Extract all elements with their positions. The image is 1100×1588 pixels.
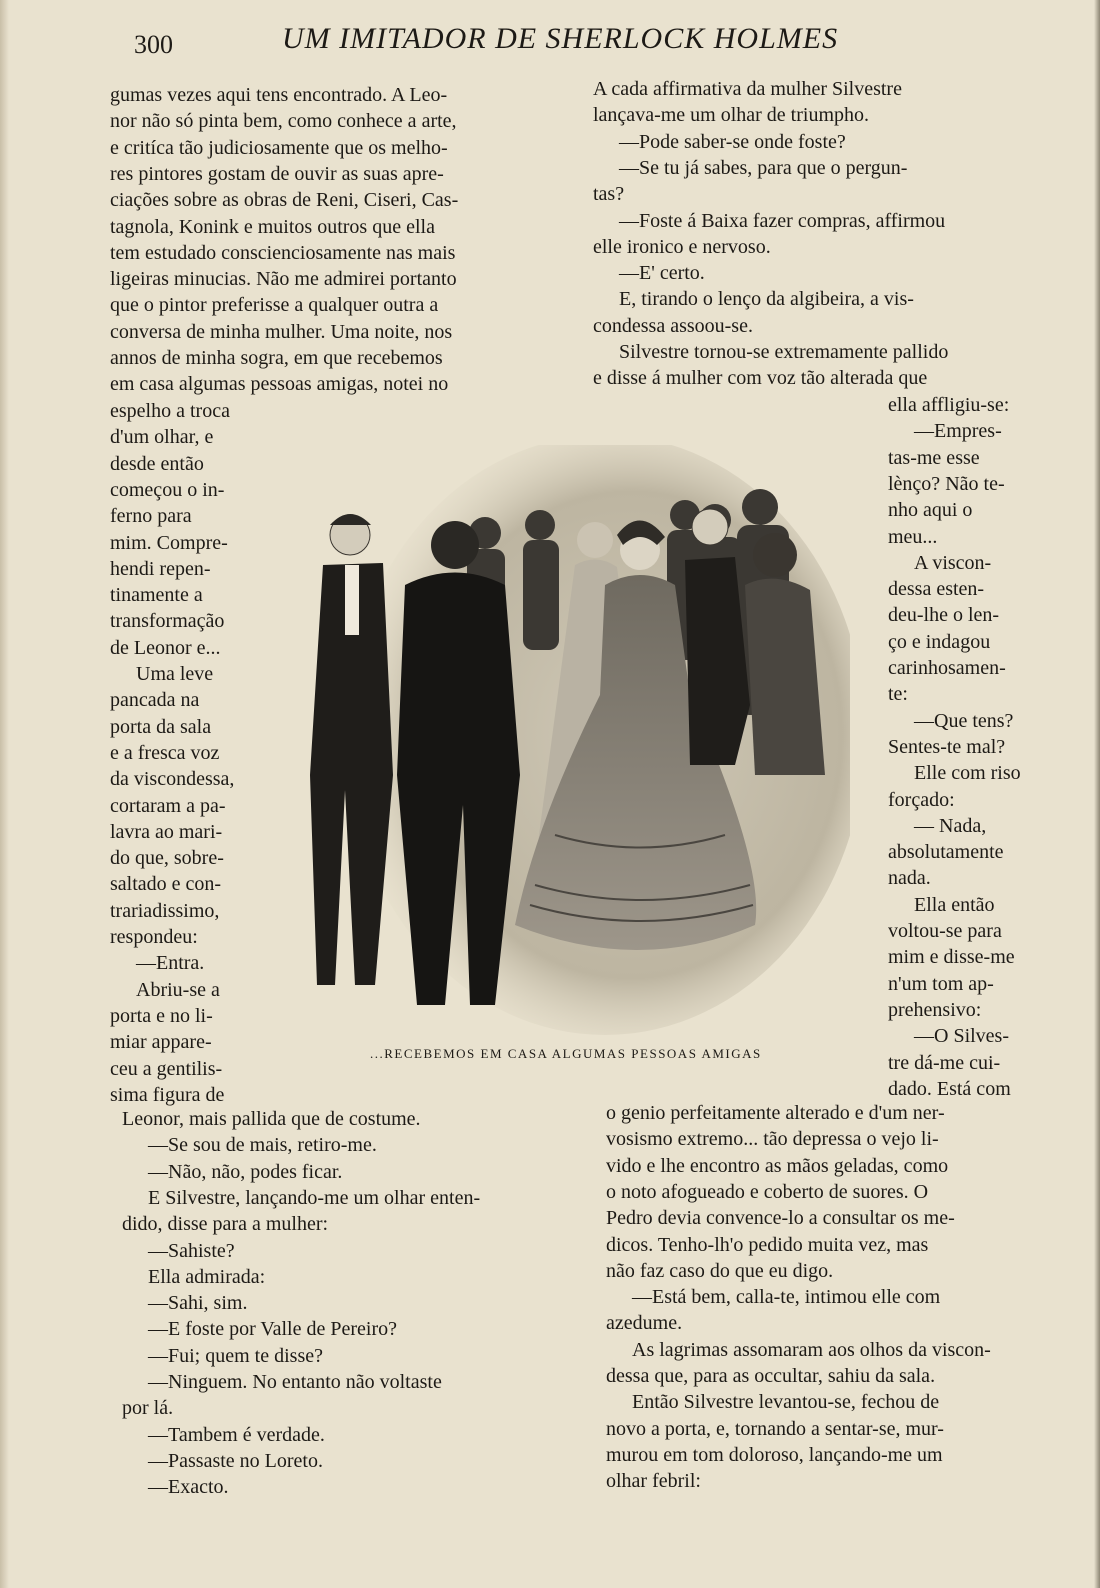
ballroom-illustration bbox=[305, 445, 850, 1035]
text-line: pancada na bbox=[110, 689, 200, 712]
text-line: nada. bbox=[888, 867, 931, 890]
text-line: ligeiras minucias. Não me admirei portanto bbox=[110, 268, 457, 291]
text-line: por lá. bbox=[122, 1397, 174, 1420]
text-line: saltado e con- bbox=[110, 873, 222, 896]
text-line: E Silvestre, lançando-me um olhar enten- bbox=[148, 1186, 481, 1209]
text-line: —Sahiste? bbox=[148, 1239, 235, 1262]
text-line: murou em tom doloroso, lançando-me um bbox=[606, 1443, 943, 1466]
text-line: sima figura de bbox=[110, 1083, 225, 1106]
text-line: voltou-se para bbox=[888, 920, 1002, 942]
text-line: Uma leve bbox=[136, 663, 214, 685]
text-line: —Ninguem. No entanto não voltaste bbox=[148, 1371, 442, 1393]
text-line: nho aqui o bbox=[888, 499, 973, 522]
text-line: —Empres- bbox=[914, 420, 1002, 443]
text-line: Elle com riso bbox=[914, 762, 1021, 785]
text-line: ço e indagou bbox=[888, 630, 991, 653]
text-line: vosismo extremo... tão depressa o vejo li- bbox=[606, 1128, 939, 1151]
text-line: Sentes-te mal? bbox=[888, 735, 1006, 758]
text-line: A viscon- bbox=[914, 551, 992, 574]
text-line: —E foste por Valle de Pereiro? bbox=[148, 1318, 397, 1341]
text-line: Pedro devia convence-lo a consultar os me- bbox=[606, 1207, 955, 1230]
text-line: —Pode saber-se onde foste? bbox=[619, 130, 846, 153]
page-edge-right bbox=[1094, 0, 1100, 1588]
text-line: Ella admirada: bbox=[148, 1265, 266, 1288]
text-line: desde então bbox=[110, 452, 204, 475]
text-line: —O Silves- bbox=[914, 1025, 1009, 1048]
text-line: meu... bbox=[888, 525, 938, 548]
text-line: gumas vezes aqui tens encontrado. A Leo- bbox=[110, 84, 448, 106]
text-line: tas-me esse bbox=[888, 446, 980, 469]
text-line: —Não, não, podes ficar. bbox=[148, 1160, 343, 1183]
text-line: —Se sou de mais, retiro-me. bbox=[148, 1134, 377, 1157]
running-title: UM IMITADOR DE SHERLOCK HOLMES bbox=[282, 22, 839, 55]
text-line: hendi repen- bbox=[110, 557, 211, 580]
text-line: dessa que, para as occultar, sahiu da sala. bbox=[606, 1365, 936, 1387]
page-edge-left bbox=[0, 0, 9, 1588]
text-line: e a fresca voz bbox=[110, 741, 220, 764]
text-line: Silvestre tornou-se extremamente pallido bbox=[619, 341, 949, 363]
text-line: —Se tu já sabes, para que o pergun- bbox=[619, 156, 908, 179]
text-line: annos de minha sogra, em que recebemos bbox=[110, 347, 443, 369]
text-line: absolutamente bbox=[888, 841, 1004, 864]
text-line: d'um olhar, e bbox=[110, 426, 214, 449]
text-line: —Está bem, calla-te, intimou elle com bbox=[632, 1286, 941, 1309]
text-line: em casa algumas pessoas amigas, notei no bbox=[110, 373, 449, 396]
text-line: lènço? Não te- bbox=[888, 472, 1005, 495]
text-line: Então Silvestre levantou-se, fechou de bbox=[632, 1391, 940, 1414]
text-line: lavra ao mari- bbox=[110, 820, 223, 843]
text-line: não faz caso do que eu digo. bbox=[606, 1259, 834, 1282]
text-line: ella affligiu-se: bbox=[888, 394, 1010, 416]
text-line: condessa assoou-se. bbox=[593, 314, 753, 337]
text-line: conversa de minha mulher. Uma noite, nos bbox=[110, 320, 453, 343]
text-line: e critíca tão judiciosamente que os melho- bbox=[110, 136, 448, 159]
text-line: transformação bbox=[110, 610, 225, 633]
text-line: começou o in- bbox=[110, 478, 225, 501]
text-line: dessa esten- bbox=[888, 578, 985, 601]
page-number: 300 bbox=[134, 30, 173, 59]
text-line: —Entra. bbox=[136, 952, 205, 975]
text-line: olhar febril: bbox=[606, 1470, 701, 1493]
text-line: da viscondessa, bbox=[110, 768, 235, 791]
text-line: — Nada, bbox=[914, 814, 987, 837]
text-line: que o pintor preferisse a qualquer outra a bbox=[110, 294, 439, 317]
text-line: de Leonor e... bbox=[110, 636, 221, 659]
text-line: forçado: bbox=[888, 788, 955, 811]
text-line: trariadissimo, bbox=[110, 899, 220, 922]
text-line: tre dá-me cui- bbox=[888, 1051, 1001, 1074]
text-line: tinamente a bbox=[110, 584, 203, 607]
text-line: n'um tom ap- bbox=[888, 972, 994, 995]
text-line: —Que tens? bbox=[914, 709, 1014, 732]
text-line: dado. Está com bbox=[888, 1077, 1011, 1100]
text-line: azedume. bbox=[606, 1312, 683, 1335]
text-line: vido e lhe encontro as mãos geladas, como bbox=[606, 1154, 949, 1177]
text-line: Abriu-se a bbox=[136, 978, 220, 1001]
text-line: tem estudado conscienciosamente nas mais bbox=[110, 241, 456, 264]
text-line: E, tirando o lenço da algibeira, a vis- bbox=[619, 288, 914, 311]
text-line: —Tambem é verdade. bbox=[148, 1423, 325, 1446]
text-line: porta da sala bbox=[110, 715, 212, 738]
text-line: —Exacto. bbox=[148, 1476, 229, 1499]
text-line: lançava-me um olhar de triumpho. bbox=[593, 104, 870, 127]
page-header bbox=[0, 18, 1100, 68]
text-line: Leonor, mais pallida que de costume. bbox=[122, 1108, 421, 1130]
text-line: porta e no li- bbox=[110, 1004, 213, 1027]
text-line: ceu a gentilis- bbox=[110, 1057, 223, 1080]
text-line: A cada affirmativa da mulher Silvestre bbox=[593, 78, 902, 100]
text-line: —Passaste no Loreto. bbox=[148, 1449, 323, 1472]
text-line: prehensivo: bbox=[888, 998, 982, 1021]
text-line: ciações sobre as obras de Reni, Ciseri, Cas- bbox=[110, 189, 459, 212]
text-line: tas? bbox=[593, 183, 625, 206]
text-line: o genio perfeitamente alterado e d'um ner- bbox=[606, 1102, 945, 1124]
text-line: respondeu: bbox=[110, 926, 198, 948]
text-line: te: bbox=[888, 683, 908, 706]
text-line: mim e disse-me bbox=[888, 946, 1015, 969]
text-line: deu-lhe o len- bbox=[888, 604, 1000, 627]
illustration-caption: ...RECEBEMOS EM CASA ALGUMAS PESSOAS AMIGAS bbox=[370, 1046, 762, 1061]
text-line: nor não só pinta bem, como conhece a arte, bbox=[110, 110, 457, 133]
text-line: ferno para bbox=[110, 505, 192, 528]
text-line: dido, disse para a mulher: bbox=[122, 1213, 329, 1236]
text-line: e disse á mulher com voz tão alterada que bbox=[593, 367, 928, 390]
text-line: —Foste á Baixa fazer compras, affirmou bbox=[619, 209, 946, 232]
text-line: Ella então bbox=[914, 893, 995, 916]
text-line: —E' certo. bbox=[619, 262, 705, 285]
text-line: tagnola, Konink e muitos outros que ella bbox=[110, 215, 435, 238]
text-line: novo a porta, e, tornando a sentar-se, mur- bbox=[606, 1417, 944, 1440]
text-line: cortaram a pa- bbox=[110, 794, 226, 817]
text-line: mim. Compre- bbox=[110, 531, 228, 554]
text-line: carinhosamen- bbox=[888, 657, 1006, 679]
text-line: —Fui; quem te disse? bbox=[148, 1344, 323, 1367]
text-line: elle ironico e nervoso. bbox=[593, 235, 771, 258]
text-line: do que, sobre- bbox=[110, 847, 224, 870]
text-line: dicos. Tenho-lh'o pedido muita vez, mas bbox=[606, 1233, 929, 1256]
text-line: res pintores gostam de ouvir as suas apre- bbox=[110, 162, 444, 185]
text-line: As lagrimas assomaram aos olhos da viscon- bbox=[632, 1338, 991, 1361]
text-line: miar appare- bbox=[110, 1031, 212, 1054]
text-line: o noto afogueado e coberto de suores. O bbox=[606, 1180, 929, 1203]
text-line: —Sahi, sim. bbox=[148, 1292, 248, 1315]
text-line: espelho a troca bbox=[110, 400, 230, 422]
